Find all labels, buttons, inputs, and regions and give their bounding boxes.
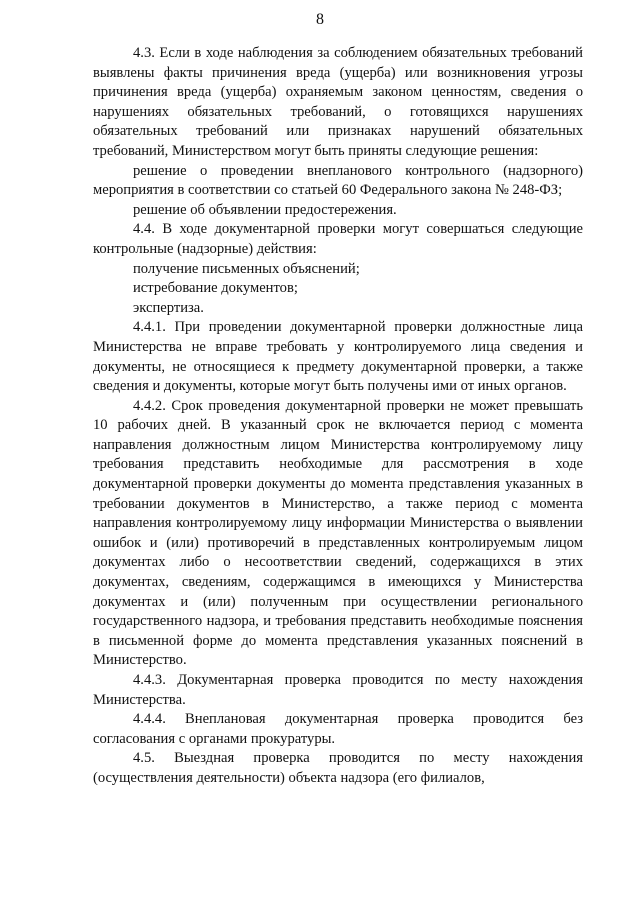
paragraph-4-4-4: 4.4.4. Внеплановая документарная проверка проводится без согласования с органами прокуратуры. <box>93 711 583 747</box>
list-item-unplanned-event-decision: решение о проведении внепланового контрольного (надзорного) мероприятия в соответствии со статьей 60 Федерального закона № 248-ФЗ; <box>93 162 583 199</box>
paragraph-4-5: 4.5. Выездная проверка проводится по месту нахождения (осуществления деятельности) объекта надзора (его филиалов, <box>93 750 583 786</box>
page-number: 8 <box>316 11 324 28</box>
list-item-document-request: истребование документов; <box>133 280 298 297</box>
paragraph-4-3: 4.3. Если в ходе наблюдения за соблюдением обязательных требований выявлены факты причинения вреда (ущерба) или возникновения угрозы причинения вреда (ущерба) охраняемым законом ценностям, сведения о нарушениях обязательных требований, о готовящихся нарушениях обязательных требований или признаках нарушений обязательных требований, Министерством могут быть приняты следующие решения: <box>93 45 583 159</box>
list-item-warning-decision: решение об объявлении предостережения. <box>133 201 397 218</box>
paragraph-4-4-2: 4.4.2. Срок проведения документарной проверки не может превышать 10 рабочих дней. В указанный срок не включается период с момента направления должностным лицом Министерства контролируемому лицу требования представить необходимые для рассмотрения в ходе документарной проверки документы до момента представления указанных в требовании документов в Министерство, а также период с момента направления контролируемому лицу информации Министерства о выявлении ошибок и (или) противоречий в представленных контролируемым лицом документах либо о несоответствии сведений, содержащихся в этих документах, сведениям, содержащимся в имеющихся у Министерства документах и (или) полученным при осуществлении регионального государственного надзора, и требования представить необходимые пояснения в письменной форме до момента представления указанных пояснений в Министерство. <box>93 397 583 669</box>
list-item-expertise: экспертиза. <box>133 299 204 316</box>
paragraph-4-4-3: 4.4.3. Документарная проверка проводится по месту нахождения Министерства. <box>93 672 583 708</box>
document-body <box>93 44 583 789</box>
paragraph-4-4-1: 4.4.1. При проведении документарной проверки должностные лица Министерства не вправе требовать у контролируемого лица сведения и документы, не относящиеся к предмету документарной проверки, а также сведения и документы, которые могут быть получены ими от иных органов. <box>93 319 583 395</box>
paragraph-4-4: 4.4. В ходе документарной проверки могут совершаться следующие контрольные (надзорные) действия: <box>93 221 583 257</box>
list-item-written-explanations: получение письменных объяснений; <box>133 260 360 277</box>
